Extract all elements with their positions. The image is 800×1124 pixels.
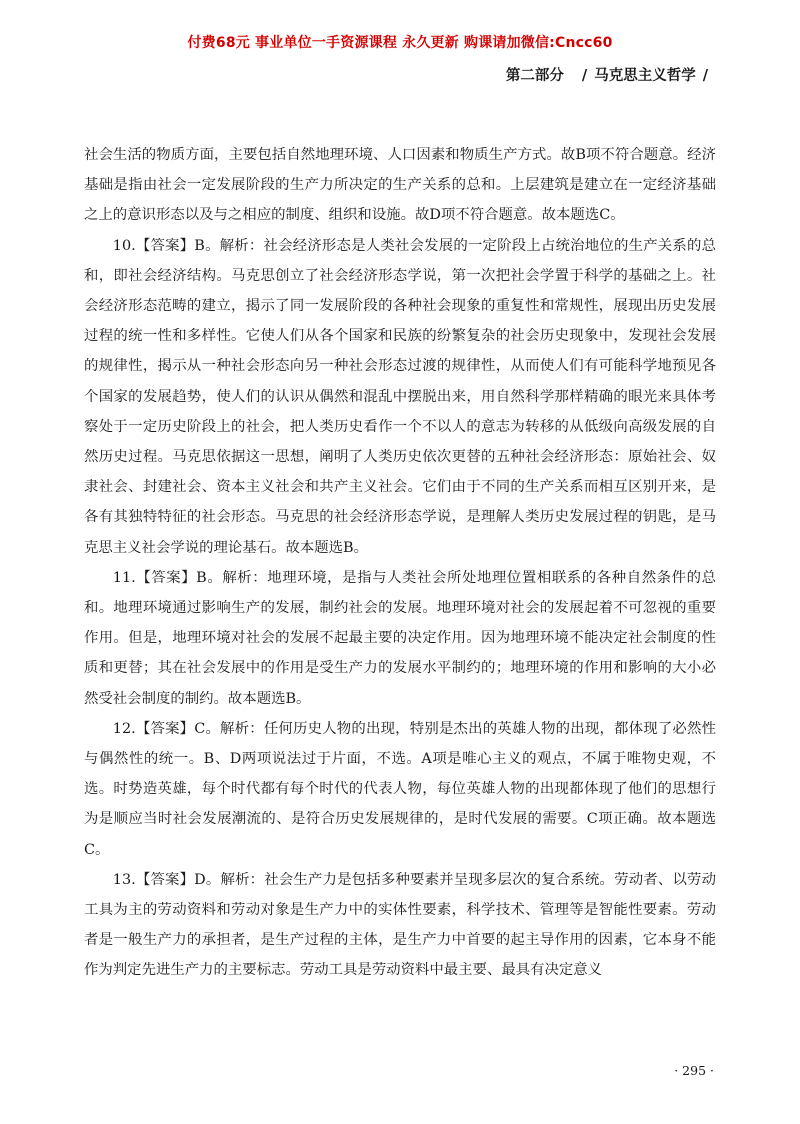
header-separator-end: / — [702, 67, 708, 84]
header-separator: / — [581, 67, 588, 84]
paragraph-q11: 11.【答案】B。解析：地理环境，是指与人类社会所处地理位置相联系的各种自然条件的总和。地理环境通过影响生产的发展，制约社会的发展。地理环境对社会的发展起着不可忽视的重要作用。但是，地理环境对社会的发展不起最主要的决定作用。因为地理环境不能决定社会制度的性质和更替；其在社会发展中的作用是受生产力的发展水平制约的；地理环境的作用和影响的大小必然受社会制度的制约。故本题选B。 — [84, 569, 716, 707]
answer-explanations — [84, 140, 716, 986]
promo-banner: 付费68元 事业单位一手资源课程 永久更新 购课请加微信:Cncc60 — [187, 35, 613, 51]
paragraph-q13: 13.【答案】D。解析：社会生产力是包括多种要素并呈现多层次的复合系统。劳动者、以劳动工具为主的劳动资料和劳动对象是生产力中的实体性要素，科学技术、管理等是智能性要素。劳动者是一般生产力的承担者，是生产过程的主体，是生产力中首要的起主导作用的因素，它本身不能作为判定先进生产力的主要标志。劳动工具是劳动资料中最主要、最具有决定意义 — [84, 871, 716, 979]
paragraph-q12: 12.【答案】C。解析：任何历史人物的出现，特别是杰出的英雄人物的出现，都体现了必然性与偶然性的统一。B、D两项说法过于片面，不选。A项是唯心主义的观点，不属于唯物史观，不选。时势造英雄，每个时代都有每个时代的代表人物，每位英雄人物的出现都体现了他们的思想行为是顺应当时社会发展潮流的、是符合历史发展规律的，是时代发展的需要。C项正确。故本题选C。 — [84, 720, 716, 858]
page-header — [506, 64, 708, 85]
header-subject: 马克思主义哲学 — [594, 67, 696, 84]
paragraph-q10: 10.【答案】B。解析：社会经济形态是人类社会发展的一定阶段上占统治地位的生产关系的总和，即社会经济结构。马克思创立了社会经济形态学说，第一次把社会学置于科学的基础之上。社会经济形态范畴的建立，揭示了同一发展阶段的各种社会现象的重复性和常规性，展现出历史发展过程的统一性和多样性。它使人们从各个国家和民族的纷繁复杂的社会历史现象中，发现社会发展的规律性，揭示从一种社会形态向另一种社会形态过渡的规律性，从而使人们有可能科学地预见各个国家的发展趋势，使人们的认识从偶然和混乱中摆脱出来，用自然科学那样精确的眼光来具体考察处于一定历史阶段上的社会，把人类历史看作一个不以人的意志为转移的从低级向高级发展的自然历史过程。马克思依据这一思想，阐明了人类历史依次更替的五种社会经济形态：原始社会、奴隶社会、封建社会、资本主义社会和共产主义社会。它们由于不同的生产关系而相互区别开来，是各有其独特特征的社会形态。马克思的社会经济形态学说，是理解人类历史发展过程的钥匙，是马克思主义社会学说的理论基石。故本题选B。 — [84, 237, 716, 556]
header-part: 第二部分 — [505, 67, 564, 84]
page-number: · 295 · — [674, 1063, 714, 1078]
paragraph-continuation: 社会生活的物质方面，主要包括自然地理环境、人口因素和物质生产方式。故B项不符合题意。经济基础是指由社会一定发展阶段的生产力所决定的生产关系的总和。上层建筑是建立在一定经济基础之上的意识形态以及与之相应的制度、组织和设施。故D项不符合题意。故本题选C。 — [84, 147, 716, 224]
